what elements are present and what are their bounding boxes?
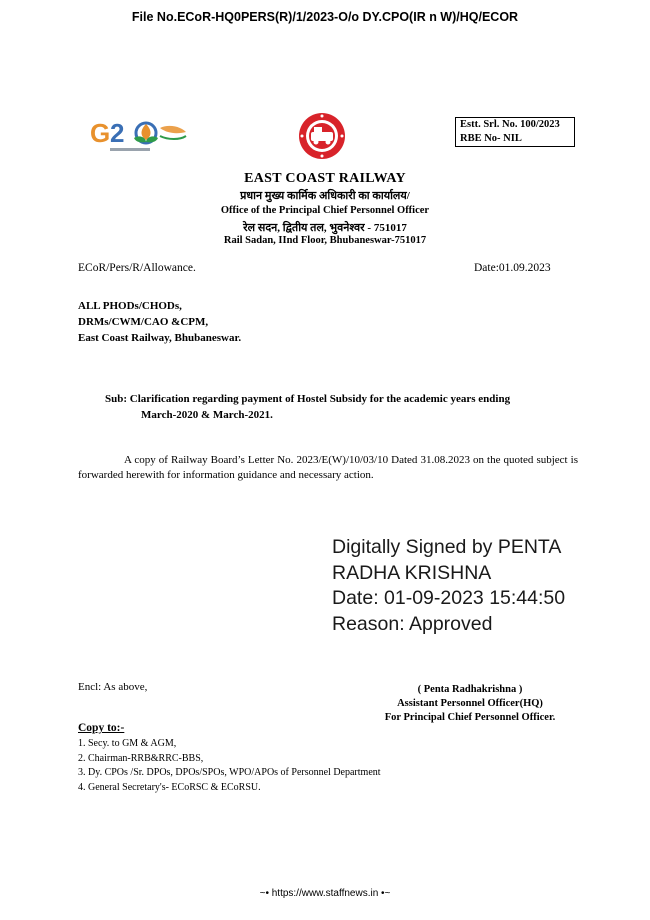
- g20-digit-2: 2: [110, 118, 125, 148]
- digital-signature-stamp: [332, 535, 565, 637]
- list-item: 3. Dy. CPOs /Sr. DPOs, DPOs/SPOs, WPO/APOs of Personnel Department: [78, 767, 381, 778]
- copy-to-heading: Copy to:-: [78, 722, 125, 734]
- signature-reason: Reason: Approved: [332, 612, 493, 635]
- addressee-line: DRMs/CWM/CAO &CPM,: [78, 316, 209, 328]
- signatory-designation: Assistant Personnel Officer(HQ): [397, 698, 543, 709]
- organization-office: Office of the Principal Chief Personnel Officer: [220, 205, 430, 216]
- signature-line: Digitally Signed by PENTA: [332, 536, 562, 558]
- signatory-block: [360, 683, 580, 725]
- addressee-line: ALL PHODs/CHODs,: [78, 300, 182, 312]
- organization-address: Rail Sadan, IInd Floor, Bhubaneswar-751017: [223, 235, 427, 246]
- copy-to-list: [78, 737, 381, 795]
- organization-name: EAST COAST RAILWAY: [244, 171, 406, 186]
- letter-body: A copy of Railway Board’s Letter No. 2023/E(W)/10/03/10 Dated 31.08.2023 on the quoted subject is forwarded herewith for information guidance and necessary action.: [78, 454, 578, 481]
- file-number-header: File No.ECoR-HQ0PERS(R)/1/2023-O/o DY.CPO(IR n W)/HQ/ECOR: [131, 10, 519, 24]
- g20-logo: [88, 116, 192, 156]
- g20-lotus-logo-icon: [88, 116, 192, 156]
- g20-letter-g: G: [90, 118, 111, 148]
- subject-label: Sub:: [105, 393, 128, 405]
- organization-address-hindi: रेल सदन, द्वितीय तल, भुवनेश्वर - 751017: [243, 222, 407, 234]
- reference-number: ECoR/Pers/R/Allowance.: [78, 262, 196, 274]
- list-item: 4. General Secretary's- ECoRSC & ECoRSU.: [78, 781, 261, 793]
- subject-block: [105, 391, 565, 423]
- signature-line: RADHA KRISHNA: [332, 561, 492, 584]
- enclosure-note: Encl: As above,: [78, 681, 148, 693]
- rbe-number: RBE No- NIL: [460, 133, 522, 144]
- indian-railways-emblem-icon: [292, 110, 352, 162]
- subject-line-2: March-2020 & March-2021.: [141, 409, 273, 421]
- signatory-for-line: For Principal Chief Personnel Officer.: [384, 712, 556, 723]
- railway-emblem: [292, 110, 352, 162]
- addressee-line: East Coast Railway, Bhubaneswar.: [78, 332, 242, 344]
- list-item: 2. Chairman-RRB&RRC-BBS,: [78, 752, 204, 764]
- establishment-serial-number: Estt. Srl. No. 100/2023: [460, 119, 560, 130]
- signatory-name: ( Penta Radhakrishna ): [417, 684, 523, 695]
- footer-source-link[interactable]: ~• https://www.staffnews.in •~: [259, 888, 391, 899]
- list-item: 1. Secy. to GM & AGM,: [78, 738, 177, 749]
- subject-line-1: Clarification regarding payment of Hostel Subsidy for the academic years ending: [129, 393, 511, 405]
- signature-date: Date: 01-09-2023 15:44:50: [332, 587, 566, 609]
- establishment-serial-box: [455, 117, 575, 147]
- letter-date: Date:01.09.2023: [474, 262, 551, 274]
- organization-office-hindi: प्रधान मुख्य कार्मिक अधिकारी का कार्यालय/: [240, 190, 410, 202]
- addressee-block: [78, 298, 241, 346]
